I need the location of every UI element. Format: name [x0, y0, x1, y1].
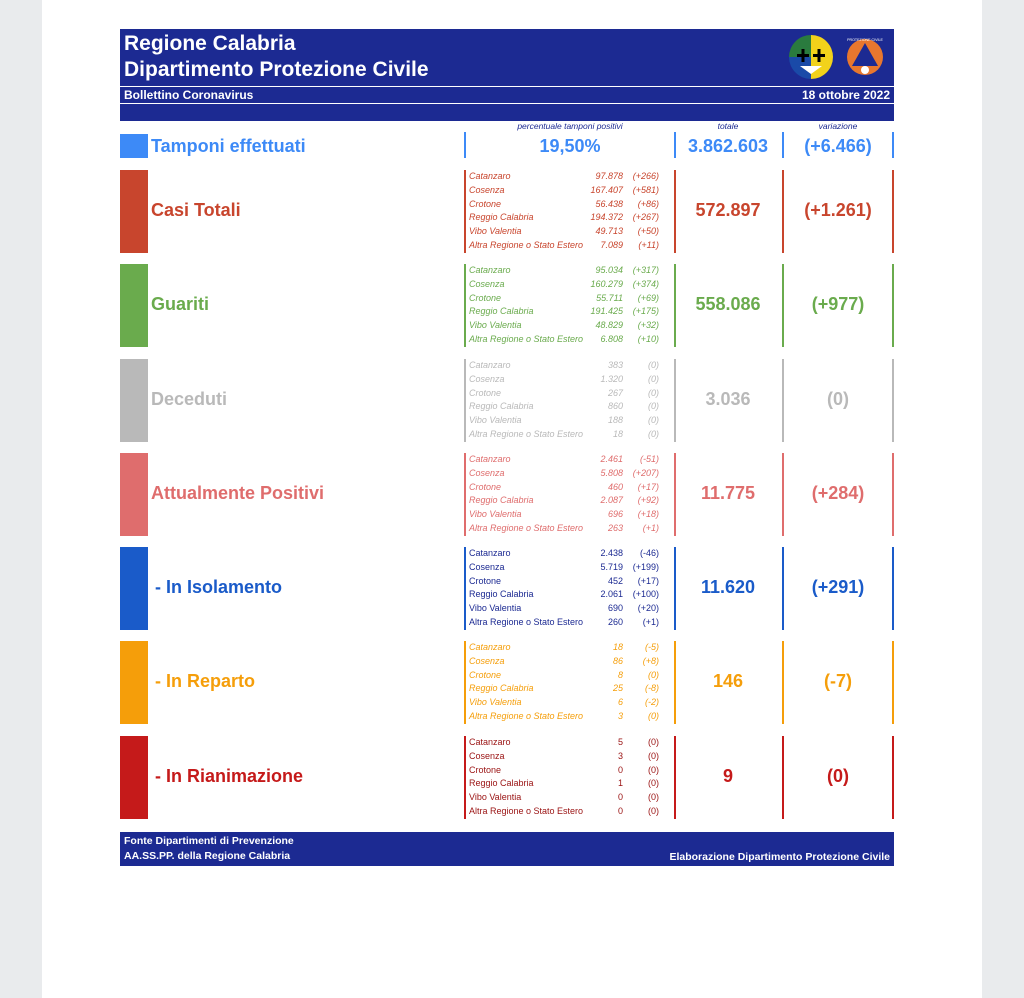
province-delta: (+20) — [637, 603, 659, 614]
svg-text:PROTEZIONE CIVILE: PROTEZIONE CIVILE — [847, 38, 883, 42]
in-reparto-variation: (-7) — [824, 670, 852, 691]
province-name: Crotone — [469, 198, 502, 209]
province-name: Catanzaro — [469, 171, 511, 181]
province-row — [469, 414, 669, 428]
column-header-total: totale — [717, 121, 739, 131]
province-value: 188 — [607, 415, 623, 426]
province-delta: (+18) — [637, 509, 659, 520]
province-value: 696 — [607, 509, 623, 520]
province-name: Catanzaro — [469, 548, 511, 558]
province-name: Catanzaro — [469, 737, 511, 747]
province-row — [469, 736, 669, 750]
province-value: 0 — [617, 764, 623, 775]
guariti-color-square — [120, 264, 148, 347]
in-isolamento-province-list — [469, 547, 669, 630]
province-name: Vibo Valentia — [469, 415, 522, 426]
province-value: 1.320 — [600, 373, 623, 384]
province-delta: (0) — [648, 737, 659, 747]
in-reparto-divider — [892, 641, 894, 724]
province-delta: (-5) — [645, 642, 659, 652]
province-value: 383 — [607, 360, 623, 370]
in-reparto-divider — [464, 641, 466, 724]
province-delta: (+50) — [637, 226, 659, 237]
province-name: Altra Regione o Stato Estero — [469, 616, 584, 627]
province-delta: (-51) — [639, 454, 659, 464]
in-isolamento-color-square — [120, 547, 148, 630]
tamponi-variation: (+6.466) — [804, 136, 872, 156]
in-rianimazione-divider — [464, 736, 466, 819]
in-reparto-label: - In Reparto — [155, 670, 256, 691]
province-delta: (0) — [648, 428, 659, 439]
province-value: 3 — [617, 750, 623, 761]
column-header-variation: variazione — [818, 121, 858, 131]
province-delta: (+32) — [637, 320, 659, 331]
attualmente-positivi-divider — [892, 453, 894, 536]
province-value: 55.711 — [596, 292, 623, 303]
province-row — [469, 198, 669, 212]
attualmente-positivi-divider — [464, 453, 466, 536]
in-rianimazione-label: - In Rianimazione — [155, 765, 304, 786]
province-name: Vibo Valentia — [469, 320, 522, 331]
province-row — [469, 791, 669, 805]
province-row — [469, 750, 669, 764]
province-delta: (+267) — [632, 212, 659, 223]
header-title-department: Dipartimento Protezione Civile — [124, 58, 429, 81]
province-row — [469, 588, 669, 602]
province-row — [469, 696, 669, 710]
province-delta: (+207) — [632, 467, 659, 478]
in-rianimazione-divider — [782, 736, 784, 819]
province-row — [469, 264, 669, 278]
guariti-divider — [782, 264, 784, 347]
province-value: 56.438 — [595, 198, 623, 209]
province-delta: (0) — [648, 401, 659, 412]
province-value: 194.372 — [590, 212, 623, 223]
province-row — [469, 641, 669, 655]
attualmente-positivi-color-square — [120, 453, 148, 536]
province-delta: (+266) — [632, 171, 659, 181]
tamponi-divider — [674, 132, 676, 158]
in-isolamento-divider — [464, 547, 466, 630]
province-value: 2.061 — [600, 589, 623, 600]
province-value: 5 — [617, 737, 623, 747]
province-value: 160.279 — [590, 278, 623, 289]
province-row — [469, 561, 669, 575]
guariti-total: 558.086 — [695, 293, 761, 314]
header-strip — [120, 86, 894, 103]
province-name: Crotone — [469, 481, 502, 492]
province-value: 452 — [607, 575, 623, 586]
in-isolamento-divider — [782, 547, 784, 630]
province-value: 2.087 — [600, 495, 623, 506]
province-value: 0 — [617, 805, 623, 816]
province-name: Vibo Valentia — [469, 226, 522, 237]
province-row — [469, 373, 669, 387]
province-name: Altra Regione o Stato Estero — [469, 333, 584, 344]
province-row — [469, 777, 669, 791]
deceduti-total: 3.036 — [705, 388, 751, 409]
province-row — [469, 239, 669, 253]
province-name: Reggio Calabria — [469, 212, 534, 223]
province-value: 8 — [617, 669, 623, 680]
province-row — [469, 522, 669, 536]
province-delta: (+175) — [632, 306, 659, 317]
province-row — [469, 669, 669, 683]
in-rianimazione-divider — [674, 736, 676, 819]
deceduti-divider — [674, 359, 676, 442]
province-delta: (+86) — [637, 198, 659, 209]
province-name: Reggio Calabria — [469, 683, 534, 694]
province-delta: (+69) — [637, 292, 659, 303]
province-value: 86 — [612, 655, 623, 666]
province-row — [469, 494, 669, 508]
province-name: Vibo Valentia — [469, 697, 522, 708]
bulletin-date: 18 ottobre 2022 — [801, 88, 890, 102]
province-name: Catanzaro — [469, 642, 511, 652]
province-delta: (+17) — [637, 575, 659, 586]
province-value: 0 — [617, 792, 623, 803]
province-name: Reggio Calabria — [469, 495, 534, 506]
province-name: Cosenza — [469, 655, 505, 666]
in-reparto-divider — [782, 641, 784, 724]
province-row — [469, 764, 669, 778]
tamponi-total: 3.862.603 — [687, 136, 769, 156]
province-value: 48.829 — [595, 320, 623, 331]
in-reparto-province-list — [469, 641, 669, 724]
province-delta: (+199) — [632, 561, 659, 572]
province-delta: (+11) — [638, 239, 659, 250]
province-delta: (+17) — [637, 481, 659, 492]
province-value: 690 — [607, 603, 623, 614]
province-row — [469, 682, 669, 696]
province-delta: (0) — [648, 360, 659, 370]
casi-totali-divider — [782, 170, 784, 253]
province-delta: (0) — [648, 669, 659, 680]
protezione-civile-logo-icon — [842, 34, 888, 80]
province-row — [469, 211, 669, 225]
province-row — [469, 305, 669, 319]
deceduti-divider — [464, 359, 466, 442]
province-name: Reggio Calabria — [469, 589, 534, 600]
province-value: 6 — [617, 697, 623, 708]
in-isolamento-variation: (+291) — [811, 576, 865, 597]
province-delta: (+100) — [632, 589, 659, 600]
province-delta: (+1) — [642, 522, 659, 533]
province-row — [469, 655, 669, 669]
province-name: Reggio Calabria — [469, 401, 534, 412]
province-row — [469, 805, 669, 819]
in-isolamento-divider — [674, 547, 676, 630]
province-delta: (0) — [648, 805, 659, 816]
tamponi-divider — [782, 132, 784, 158]
province-value: 263 — [607, 522, 623, 533]
province-name: Altra Regione o Stato Estero — [469, 710, 584, 721]
footer-banner — [120, 832, 894, 866]
in-rianimazione-variation: (0) — [827, 765, 849, 786]
province-delta: (0) — [648, 387, 659, 398]
province-row — [469, 481, 669, 495]
tamponi-divider — [892, 132, 894, 158]
province-delta: (+374) — [632, 278, 659, 289]
province-name: Cosenza — [469, 184, 505, 195]
casi-totali-total: 572.897 — [695, 199, 761, 220]
province-value: 6.808 — [600, 333, 623, 344]
province-name: Cosenza — [469, 750, 505, 761]
tamponi-percent: 19,50% — [539, 136, 601, 156]
header-banner — [120, 29, 894, 103]
calabria-coat-of-arms-icon — [788, 34, 834, 80]
casi-totali-divider — [674, 170, 676, 253]
in-rianimazione-total: 9 — [722, 765, 733, 786]
province-name: Crotone — [469, 764, 502, 775]
province-delta: (0) — [648, 710, 659, 721]
province-row — [469, 602, 669, 616]
province-value: 5.808 — [600, 467, 623, 478]
deceduti-province-list — [469, 359, 669, 442]
province-delta: (+581) — [632, 184, 659, 195]
footer-source-line1: Fonte Dipartimenti di Prevenzione — [124, 835, 294, 847]
province-delta: (+8) — [642, 655, 659, 666]
deceduti-color-square — [120, 359, 148, 442]
province-row — [469, 467, 669, 481]
province-name: Vibo Valentia — [469, 792, 522, 803]
in-rianimazione-color-square — [120, 736, 148, 819]
province-name: Crotone — [469, 387, 502, 398]
in-isolamento-total: 11.620 — [700, 576, 756, 597]
province-value: 95.034 — [595, 265, 623, 275]
province-name: Crotone — [469, 669, 502, 680]
province-value: 860 — [607, 401, 623, 412]
province-value: 25 — [612, 683, 623, 694]
province-delta: (+10) — [637, 333, 659, 344]
tamponi-divider — [464, 132, 466, 158]
province-value: 267 — [607, 387, 623, 398]
province-name: Vibo Valentia — [469, 509, 522, 520]
province-row — [469, 428, 669, 442]
guariti-variation: (+977) — [811, 293, 865, 314]
province-value: 18 — [612, 428, 623, 439]
attualmente-positivi-divider — [674, 453, 676, 536]
column-header-percent: percentuale tamponi positivi — [517, 121, 623, 131]
in-isolamento-label: - In Isolamento — [155, 576, 283, 597]
attualmente-positivi-divider — [782, 453, 784, 536]
province-delta: (-8) — [645, 683, 659, 694]
province-name: Crotone — [469, 575, 502, 586]
guariti-label: Guariti — [151, 293, 210, 314]
province-row — [469, 508, 669, 522]
casi-totali-variation: (+1.261) — [804, 199, 872, 220]
deceduti-label: Deceduti — [151, 388, 228, 409]
province-value: 1 — [617, 778, 623, 789]
province-name: Catanzaro — [469, 360, 511, 370]
province-name: Cosenza — [469, 561, 505, 572]
province-name: Cosenza — [469, 467, 505, 478]
province-row — [469, 333, 669, 347]
province-value: 2.438 — [600, 548, 623, 558]
deceduti-divider — [782, 359, 784, 442]
province-row — [469, 292, 669, 306]
province-value: 49.713 — [595, 226, 623, 237]
province-delta: (0) — [648, 764, 659, 775]
province-name: Cosenza — [469, 373, 505, 384]
province-row — [469, 575, 669, 589]
footer-source-line2: AA.SS.PP. della Regione Calabria — [124, 850, 291, 862]
province-value: 260 — [607, 616, 623, 627]
province-delta: (0) — [648, 750, 659, 761]
province-name: Vibo Valentia — [469, 603, 522, 614]
province-name: Altra Regione o Stato Estero — [469, 428, 584, 439]
province-name: Altra Regione o Stato Estero — [469, 805, 584, 816]
deceduti-divider — [892, 359, 894, 442]
casi-totali-divider — [892, 170, 894, 253]
province-row — [469, 170, 669, 184]
tamponi-color-square — [120, 134, 148, 158]
province-name: Reggio Calabria — [469, 306, 534, 317]
province-name: Cosenza — [469, 278, 505, 289]
province-name: Reggio Calabria — [469, 778, 534, 789]
province-name: Catanzaro — [469, 454, 511, 464]
guariti-divider — [892, 264, 894, 347]
province-delta: (+1) — [642, 616, 659, 627]
attualmente-positivi-total: 11.775 — [700, 482, 756, 503]
province-value: 2.461 — [600, 454, 623, 464]
in-rianimazione-province-list — [469, 736, 669, 819]
province-value: 5.719 — [600, 561, 623, 572]
header-bar-secondary — [120, 104, 894, 121]
province-row — [469, 710, 669, 724]
attualmente-positivi-province-list — [469, 453, 669, 536]
in-rianimazione-divider — [892, 736, 894, 819]
province-value: 191.425 — [590, 306, 623, 317]
province-row — [469, 400, 669, 414]
deceduti-variation: (0) — [827, 388, 849, 409]
province-row — [469, 225, 669, 239]
casi-totali-color-square — [120, 170, 148, 253]
casi-totali-divider — [464, 170, 466, 253]
in-reparto-divider — [674, 641, 676, 724]
province-row — [469, 278, 669, 292]
in-reparto-color-square — [120, 641, 148, 724]
province-row — [469, 453, 669, 467]
guariti-divider — [674, 264, 676, 347]
province-row — [469, 387, 669, 401]
casi-totali-province-list — [469, 170, 669, 253]
province-value: 97.878 — [595, 171, 623, 181]
province-delta: (0) — [648, 373, 659, 384]
in-isolamento-divider — [892, 547, 894, 630]
province-name: Altra Regione o Stato Estero — [469, 239, 584, 250]
header-title-region: Regione Calabria — [124, 32, 296, 55]
province-delta: (+317) — [632, 265, 659, 275]
province-value: 3 — [617, 710, 623, 721]
bulletin-title: Bollettino Coronavirus — [124, 88, 254, 102]
province-delta: (+92) — [637, 495, 659, 506]
in-reparto-total: 146 — [712, 670, 744, 691]
province-delta: (-46) — [639, 548, 659, 558]
province-row — [469, 547, 669, 561]
province-delta: (0) — [648, 778, 659, 789]
province-name: Altra Regione o Stato Estero — [469, 522, 584, 533]
province-delta: (0) — [648, 415, 659, 426]
province-value: 18 — [612, 642, 623, 652]
guariti-divider — [464, 264, 466, 347]
province-row — [469, 616, 669, 630]
province-row — [469, 184, 669, 198]
province-row — [469, 359, 669, 373]
province-value: 7.089 — [600, 239, 623, 250]
province-name: Crotone — [469, 292, 502, 303]
guariti-province-list — [469, 264, 669, 347]
province-value: 167.407 — [590, 184, 623, 195]
province-delta: (0) — [648, 792, 659, 803]
province-row — [469, 319, 669, 333]
tamponi-label: Tamponi effettuati — [151, 136, 306, 156]
attualmente-positivi-variation: (+284) — [811, 482, 865, 503]
province-delta: (-2) — [645, 697, 659, 708]
province-value: 460 — [607, 481, 623, 492]
footer-credit: Elaborazione Dipartimento Protezione Civile — [669, 851, 890, 863]
attualmente-positivi-label: Attualmente Positivi — [151, 482, 325, 503]
province-name: Catanzaro — [469, 265, 511, 275]
casi-totali-label: Casi Totali — [151, 199, 241, 220]
